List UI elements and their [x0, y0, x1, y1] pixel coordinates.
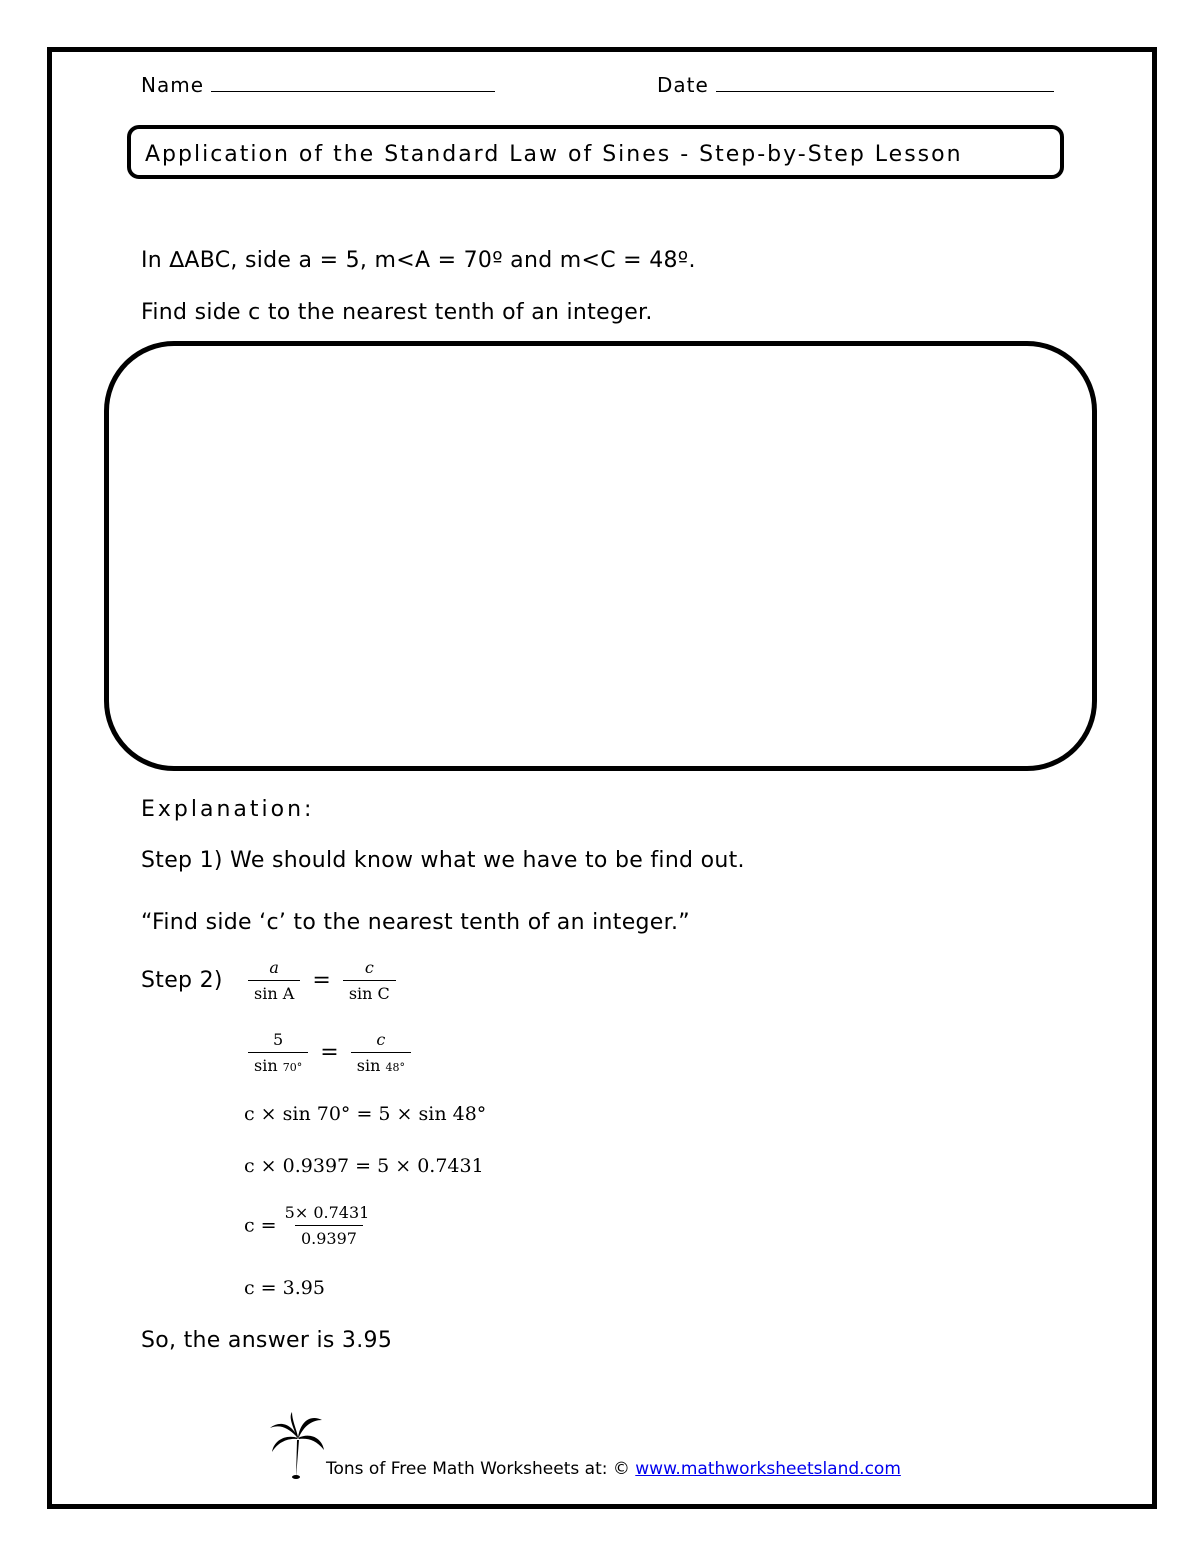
name-field[interactable] — [141, 73, 495, 97]
fraction-a-over-sinA: $\frac{a}{\text{sin A}}$ — [248, 958, 300, 1003]
fraction-c-over-sinC: $\frac{c}{\text{sin C}}$ — [343, 958, 396, 1003]
step2-label: Step 2) — [141, 968, 223, 993]
name-line — [211, 73, 495, 92]
date-label: Date — [657, 73, 709, 97]
fraction-c-over-sin48: $\frac{c}{\sin 48^\circ}$ — [351, 1030, 411, 1075]
date-field[interactable] — [657, 73, 1054, 97]
equation-solve-c: c = $\frac{5\times 0.7431}{0.9397}$ — [244, 1203, 375, 1248]
fraction-solution: $\frac{5\times 0.7431}{0.9397}$ — [284, 1203, 370, 1248]
work-area[interactable] — [104, 341, 1097, 771]
step1-text: Step 1) We should know what we have to be find out. — [141, 848, 745, 873]
name-label: Name — [141, 73, 205, 97]
date-line — [716, 73, 1054, 92]
problem-given: In ∆ABC, side a = 5, m<A = 70º and m<C = 48º. — [141, 248, 696, 273]
equation-cross-multiply: c × sin 70° = 5 × sin 48° — [244, 1103, 487, 1125]
footer-text: Tons of Free Math Worksheets at: © — [326, 1459, 630, 1479]
final-answer: So, the answer is 3.95 — [141, 1328, 393, 1353]
problem-question: Find side c to the nearest tenth of an integer. — [141, 300, 653, 325]
footer-link[interactable]: www.mathworksheetsland.com — [635, 1459, 901, 1479]
step1-quote: “Find side ‘c’ to the nearest tenth of an integer.” — [141, 910, 690, 935]
equation-substituted: $\frac{5}{\sin 70^\circ}$ = $\frac{c}{\sin 48^\circ}$ — [248, 1030, 411, 1075]
title-box — [127, 125, 1064, 179]
page-title: Application of the Standard Law of Sines - Step-by-Step Lesson — [145, 142, 963, 167]
footer — [326, 1459, 901, 1479]
equation-result: c = 3.95 — [244, 1277, 325, 1299]
palm-tree-icon — [266, 1410, 326, 1484]
equation-law-of-sines: $\frac{a}{\text{sin A}}$ = $\frac{c}{\text{sin C}}$ — [248, 958, 396, 1003]
fraction-5-over-sin70: $\frac{5}{\sin 70^\circ}$ — [248, 1030, 308, 1075]
explanation-heading: Explanation: — [141, 797, 315, 822]
equation-evaluated: c × 0.9397 = 5 × 0.7431 — [244, 1155, 484, 1177]
